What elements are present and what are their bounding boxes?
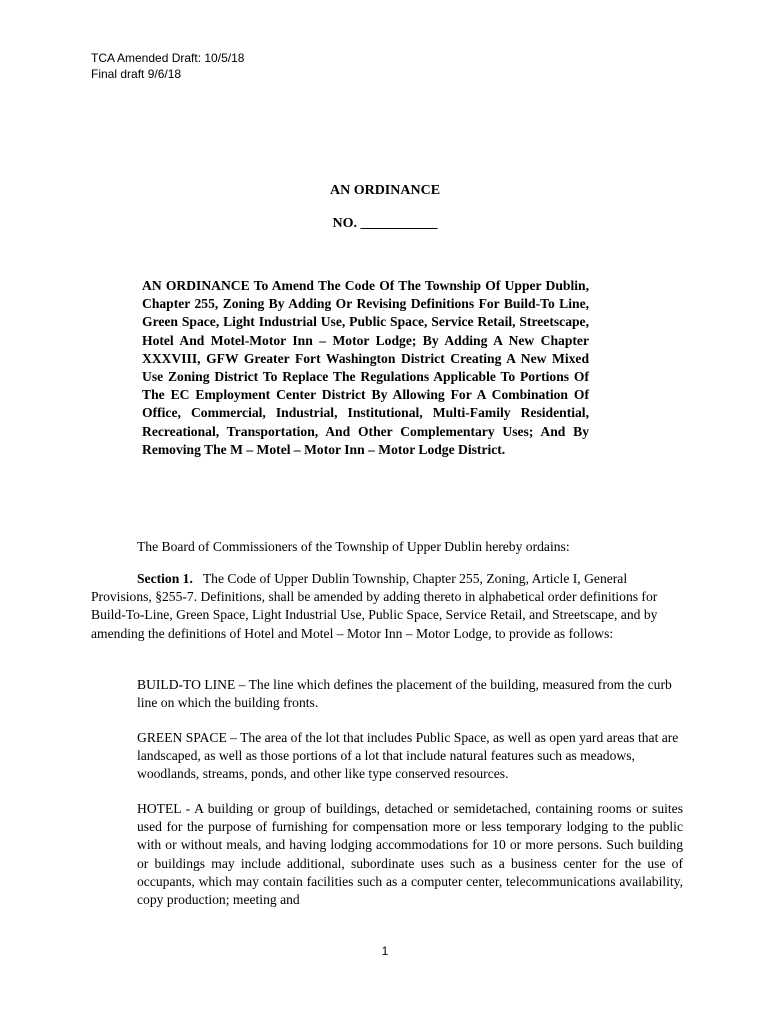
section-1-label: Section 1. bbox=[137, 571, 193, 586]
definition-green-space: GREEN SPACE – The area of the lot that includes Public Space, as well as open yard areas that are landscaped, as well as those portions of a lot that include natural features such as meadows, woodlands, streams, ponds, and other like type conserved resources. bbox=[137, 730, 679, 782]
ordinance-title: AN ORDINANCE bbox=[329, 183, 441, 198]
definition-build-to-line: BUILD-TO LINE – The line which defines the placement of the building, measured from the curb line on which the building fronts. bbox=[137, 677, 672, 711]
page-number: 1 bbox=[381, 944, 389, 958]
draft-header bbox=[91, 50, 244, 82]
ordinance-number: NO. ___________ bbox=[332, 216, 438, 231]
section-1-text: The Code of Upper Dublin Township, Chapter 255, Zoning, Article I, General Provisions, §255-7. Definitions, shall be amended by adding thereto in alphabetical order definitions for Build-To-Line, Green Space, Light Industrial Use, Public Space, Service Retail, and Streetscape, and by amending the definitions of Hotel and Motel – Motor Inn – Motor Lodge, to provide as follows: bbox=[91, 571, 658, 641]
section-1-paragraph bbox=[91, 570, 683, 643]
ordains-statement: The Board of Commissioners of the Township of Upper Dublin hereby ordains: bbox=[137, 539, 570, 554]
ordinance-summary: AN ORDINANCE To Amend The Code Of The Township Of Upper Dublin, Chapter 255, Zoning By Adding Or Revising Definitions For Build-To Line, Green Space, Light Industrial Use, Public Space, Service Retail, Streetscape, Hotel And Motel-Motor Inn – Motor Lodge; By Adding A New Chapter XXXVIII, GFW Greater Fort Washington District Creating A New Mixed Use Zoning District To Replace The Regulations Applicable To Portions Of The EC Employment Center District By Allowing For A Combination Of Office, Commercial, Industrial, Institutional, Multi-Family Residential, Recreational, Transportation, And Other Complementary Uses; And By Removing The M – Motel – Motor Inn – Motor Lodge District. bbox=[142, 278, 589, 457]
draft-header-line-final: Final draft 9/6/18 bbox=[91, 67, 182, 81]
definition-hotel: HOTEL - A building or group of buildings, detached or semidetached, containing rooms or suites used for the purpose of furnishing for compensation more or less temporary lodging to the public with or without meals, and having lodging accommodations for 10 or more persons. Such building or buildings may include additional, subordinate uses such as a business center for the use of occupants, which may contain facilities such as a computer center, telecommunications availability, copy production; meeting and bbox=[137, 801, 683, 908]
draft-header-line-amended: TCA Amended Draft: 10/5/18 bbox=[91, 51, 245, 65]
